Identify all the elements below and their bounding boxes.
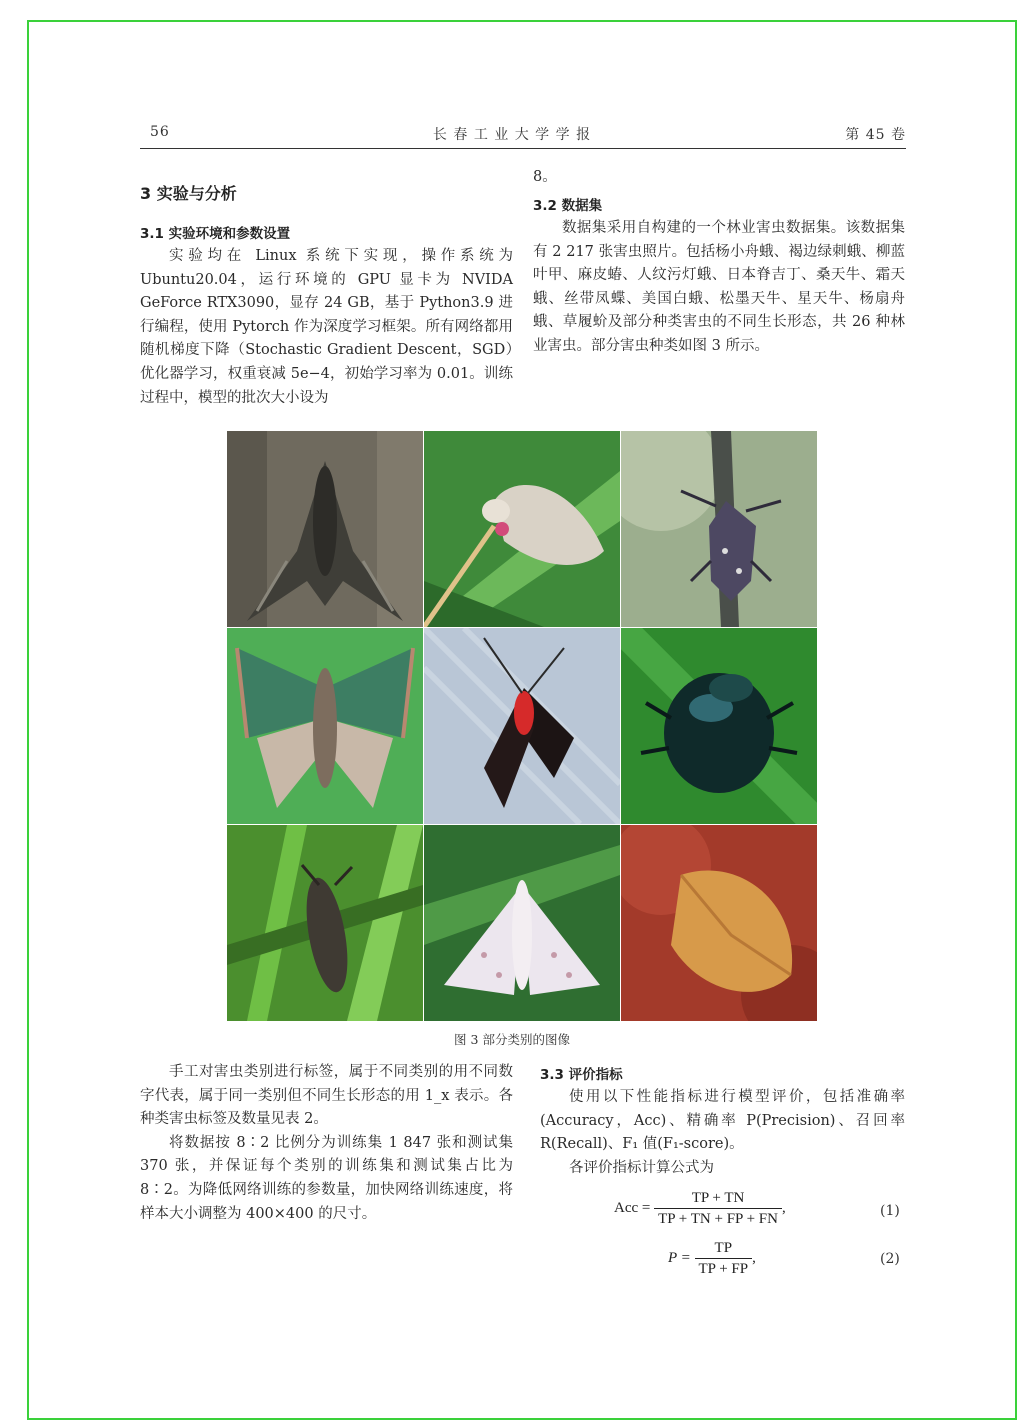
leaf-beetle-image <box>621 628 817 824</box>
dataset-column <box>533 217 905 359</box>
orange-moth-image <box>621 825 817 1021</box>
journal-title: 长 春 工 业 大 学 学 报 <box>432 127 592 143</box>
header-rule <box>140 148 906 149</box>
eq1-denominator: TP + TN + FP + FN <box>658 1211 778 1227</box>
subsection-heading-3-1: 3.1 实验环境和参数设置 <box>140 226 291 242</box>
formula-intro: 各评价指标计算公式为 <box>569 1159 714 1176</box>
green-moth-image <box>227 628 423 824</box>
labeling-paragraph: 手工对害虫类别进行标签，属于不同类别的用不同数字代表，属于同一类别但不同生长形态的用 1_x 表示。各种类害虫标签及数量见表 2。 <box>140 1064 513 1128</box>
stink-bug-image <box>621 431 817 627</box>
eq2-numerator: TP <box>695 1238 753 1259</box>
hawk-moth-image <box>227 431 423 627</box>
experiment-setup-paragraph: 实验均在 Linux 系统下实现，操作系统为 Ubuntu20.04，运行环境的 GPU 显卡为 NVIDA GeForce RTX3090，显存 24 GB，基于 Python3.9 进行编程，使用 Pytorch 作为深度学习框架。所有网络都用随机梯度下降（Stochastic Gradient Descent，SGD）优化器学习，权重衰减 5e−4，初始学习率为 0.01。训练过程中，模型的批次大小设为 <box>140 248 513 406</box>
white-moth-image <box>424 431 620 627</box>
dataset-paragraph: 数据集采用自构建的一个林业害虫数据集。该数据集有 2 217 张害虫照片。包括杨小舟蛾、褐边绿刺蛾、柳蓝叶甲、麻皮蝽、人纹污灯蛾、日本脊吉丁、桑天牛、霜天蛾、丝带凤蝶、美国白蛾、松墨天牛、星天牛、杨扇舟蛾、草履蚧及部分种类害虫的不同生长形态，共 26 种林业害虫。部分害虫种类如图 3 所示。 <box>533 220 905 354</box>
subsection-heading-3-2: 3.2 数据集 <box>533 198 603 214</box>
volume-label: 第 45 卷 <box>845 127 906 143</box>
page-number: 56 <box>150 124 170 140</box>
eq1-numerator: TP + TN <box>654 1188 782 1209</box>
precision-equation <box>668 1238 756 1279</box>
eq1-lhs: Acc = <box>614 1199 651 1216</box>
split-paragraph: 将数据按 8∶2 比例分为训练集 1 847 张和测试集 370 张，并保证每个类别的训练集和测试集占比为 8∶2。为降低网络训练的参数量，加快网络训练速度，将样本大小调整为 400×400 的尺寸。 <box>140 1134 513 1222</box>
eq2-denominator: TP + FP <box>698 1261 749 1277</box>
equation-number-2: (2) <box>880 1251 900 1267</box>
subsection-heading-3-3: 3.3 评价指标 <box>540 1067 623 1083</box>
eq2-fraction <box>695 1238 753 1279</box>
metrics-column <box>540 1086 905 1180</box>
eq2-lhs: P = <box>668 1249 691 1266</box>
equation-number-1: (1) <box>880 1203 900 1219</box>
jewel-beetle-image <box>227 825 423 1021</box>
batch-size-continuation: 8。 <box>533 169 557 185</box>
section-heading: 3 实验与分析 <box>140 184 237 203</box>
left-bottom-column <box>140 1061 513 1226</box>
white-spotted-moth-image <box>424 825 620 1021</box>
left-top-column <box>140 245 513 410</box>
eq1-comma: , <box>781 1199 786 1216</box>
right-top-column <box>533 166 905 190</box>
figure-caption: 图 3 部分类别的图像 <box>454 1032 570 1047</box>
eq1-fraction <box>654 1188 782 1229</box>
accuracy-equation <box>614 1188 786 1229</box>
red-black-moth-image <box>424 628 620 824</box>
eq2-comma: , <box>752 1249 756 1266</box>
metrics-paragraph: 使用以下性能指标进行模型评价，包括准确率(Accuracy，Acc)、精确率 P(Precision)、召回率 R(Recall)、F₁ 值(F₁-score)。 <box>540 1089 905 1153</box>
figure-3-image-grid <box>227 431 817 1021</box>
